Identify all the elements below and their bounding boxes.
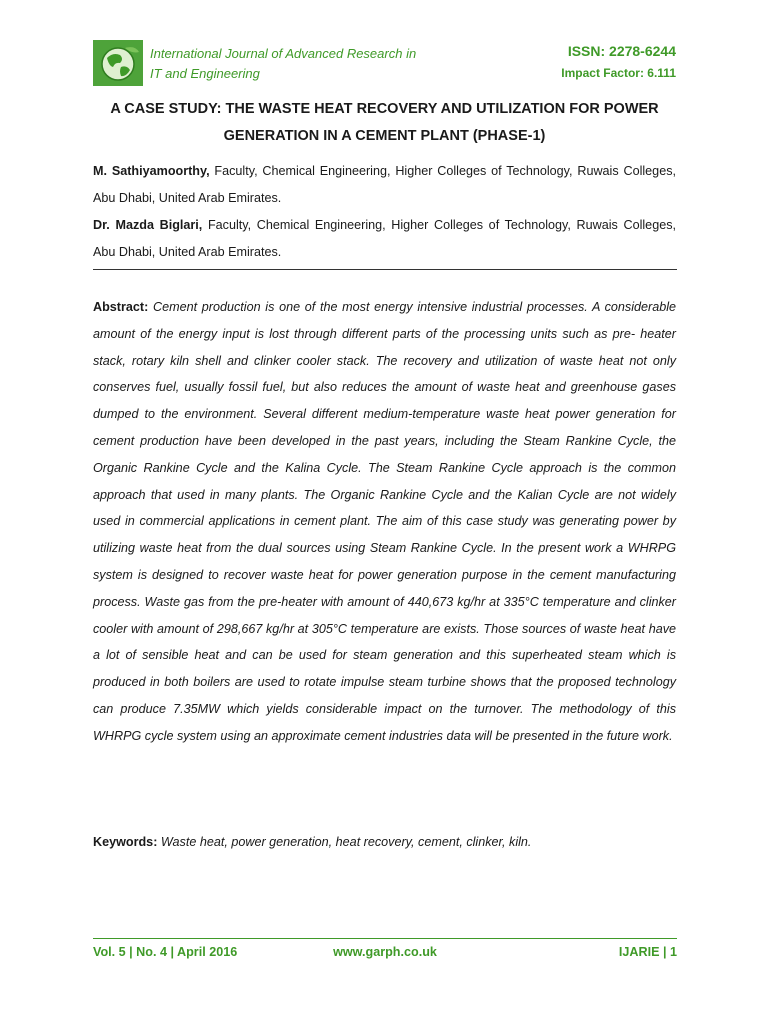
page-footer [93, 945, 677, 967]
section-divider [93, 269, 677, 270]
impact-factor: Impact Factor: 6.111 [561, 66, 676, 80]
keywords-text: Waste heat, power generation, heat recovery, cement, clinker, kiln. [157, 835, 532, 849]
author-name: Dr. Mazda Biglari, [93, 218, 203, 232]
issn: ISSN: 2278-6244 [567, 43, 676, 59]
keywords-label: Keywords: [93, 835, 158, 849]
journal-header [93, 40, 676, 88]
author-affiliation: Faculty, Chemical Engineering, Higher Colleges of Technology, Ruwais Colleges, Abu Dhabi, United Arab Emirates. [93, 164, 676, 205]
footer-divider [93, 938, 677, 939]
abstract-text: Cement production is one of the most energy intensive industrial processes. A considerable amount of the energy input is lost through different parts of the processing units such as pre- heater stack, rotary kiln shell and clinker cooler stack. The recovery and utilization of waste heat not only conserves fuel, usually fossil fuel, but also reduces the amount of waste heat and greenhouse gases dumped to the environment. Several different medium-temperature waste heat power generation for cement production have been developed in the past years, including the Steam Rankine Cycle, the Organic Rankine Cycle and the Kalina Cycle. The Steam Rankine Cycle approach is the common approach that used in many plants. The Organic Rankine Cycle and the Kalian Cycle are not widely used in commercial applications in cement plant. The aim of this case study was generating power by utilizing waste heat from the dual sources using Steam Rankine Cycle. In the present work a WHRPG system is designed to recover waste heat for power generation purpose in the cement manufacturing process. Waste gas from the pre-heater with amount of 440,673 kg/hr at 335°C temperature and clinker cooler with amount of 298,667 kg/hr at 305°C temperature are exists. Those sources of waste heat have a lot of sensible heat and can be used for steam generation and this superheated steam which is produced in both boilers are used to rotate impulse steam turbine shows that the proposed technology can produce 7.35MW which yields considerable impact on the turnover. The methodology of this WHRPG cycle system using an approximate cement industries data will be presented in the future work. [93, 300, 677, 743]
paper-title-line2: GENERATION IN A CEMENT PLANT (PHASE-1) [223, 128, 546, 144]
keywords [93, 829, 676, 855]
footer-page-number: IJARIE | 1 [618, 945, 677, 959]
journal-name [150, 44, 416, 84]
footer-volume-info: Vol. 5 | No. 4 | April 2016 [93, 945, 238, 959]
author-name: M. Sathiyamoorthy, [93, 164, 210, 178]
abstract-label: Abstract: [93, 300, 149, 314]
author-entry [93, 158, 676, 212]
author-affiliation: Faculty, Chemical Engineering, Higher Colleges of Technology, Ruwais Colleges, Abu Dhabi, United Arab Emirates. [93, 218, 676, 259]
author-entry [93, 212, 676, 266]
journal-name-line1: International Journal of Advanced Research in [150, 46, 417, 61]
globe-leaf-logo-icon [93, 40, 143, 86]
abstract [93, 294, 676, 750]
paper-title [93, 96, 676, 150]
paper-title-line1: A CASE STUDY: THE WASTE HEAT RECOVERY AND UTILIZATION FOR POWER [110, 101, 659, 117]
journal-name-line2: IT and Engineering [150, 66, 260, 81]
footer-website: www.garph.co.uk [333, 945, 437, 959]
